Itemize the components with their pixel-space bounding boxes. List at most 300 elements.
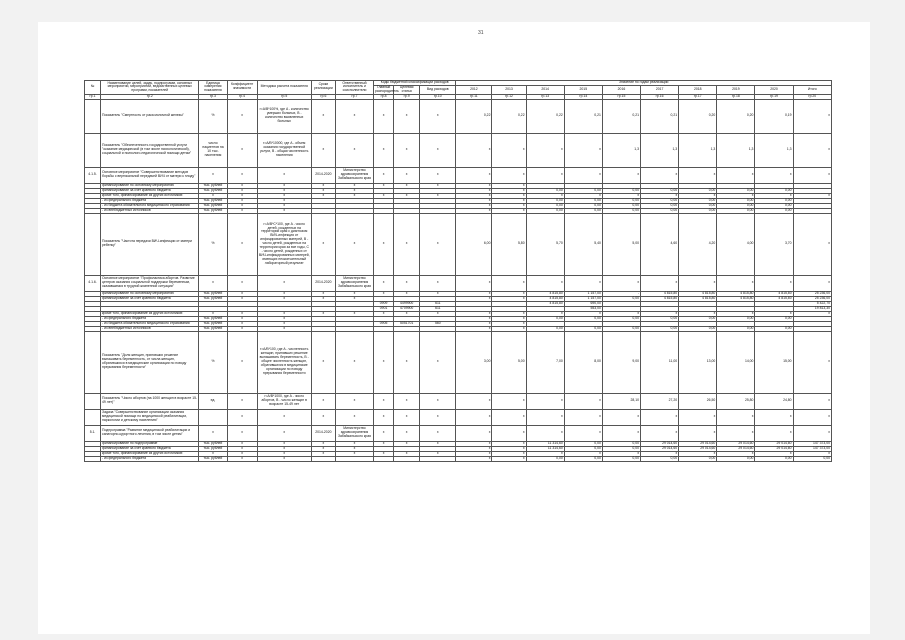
table-cell: 14,00 (717, 331, 755, 393)
header-year: 2015 (564, 85, 602, 94)
table-cell: 0,00 (641, 188, 679, 193)
table-cell: 2014-2020 (311, 425, 335, 441)
table-cell: 29 014,60 (755, 441, 793, 446)
table-cell: 8,00 (564, 331, 602, 393)
table-cell: х (564, 193, 602, 198)
table-cell: х (374, 409, 394, 425)
table-cell: 0,00 (755, 456, 793, 461)
table-cell: х (374, 451, 394, 456)
table-cell (85, 409, 101, 425)
table-cell: 0,22 (456, 99, 492, 133)
table-cell: х (335, 213, 373, 275)
header-year: 2014 (526, 85, 564, 94)
table-row (85, 99, 832, 133)
table-cell: 13,00 (679, 331, 717, 393)
table-cell: 0,00 (564, 198, 602, 203)
table-cell: 0,00 (717, 203, 755, 208)
column-number: гр.17 (679, 94, 717, 99)
table-cell: r=A/B*100%, где A - количество умерших больных, B - количество выявленных больных (257, 99, 311, 133)
table-cell: х (420, 291, 456, 296)
table-cell: - из бюджета обязательного медицинского страхования (101, 321, 199, 326)
table-cell: х (492, 198, 526, 203)
table-cell: х (564, 425, 602, 441)
table-cell: r=A/B*10000, где A - объем оказания государственной услуги, B - общая численность населения (257, 133, 311, 167)
table-cell (85, 99, 101, 133)
table-cell: 5,00 (602, 213, 640, 275)
column-number: гр.14 (564, 94, 602, 99)
table-cell: х (456, 326, 492, 331)
table-cell: х (257, 326, 311, 331)
header-values-group: Значение по годам реализации (456, 81, 832, 86)
table-cell: х (679, 425, 717, 441)
table-cell: х (394, 99, 420, 133)
table-cell: х (456, 393, 492, 409)
table-cell: 29 014,60 (679, 446, 717, 451)
table-cell: число пациентов на 10 тыс. населения (199, 133, 227, 167)
table-cell: 3,70 (755, 213, 793, 275)
table-cell: х (755, 311, 793, 316)
table-cell: 0,00 (679, 456, 717, 461)
table-cell: х (257, 193, 311, 198)
table-cell: х (456, 188, 492, 193)
table-header (85, 81, 832, 100)
table-cell: 0,20 (717, 99, 755, 133)
table-cell: 5.1. (85, 425, 101, 441)
table-cell: х (420, 409, 456, 425)
table-cell: х (679, 167, 717, 183)
header-kbk-col: Целевая статья (394, 85, 420, 94)
table-cell: 1 157,00 (564, 291, 602, 296)
table-cell: х (199, 193, 227, 198)
table-cell: кроме того, финансирование из других источников: (101, 451, 199, 456)
table-cell: х (311, 188, 335, 193)
table-cell: 2014-2020 (311, 167, 335, 183)
table-row (85, 425, 832, 441)
table-cell: х (456, 133, 492, 167)
table-cell: х (602, 409, 640, 425)
table-cell: тыс. рублей (199, 441, 227, 446)
header-total: Итого (793, 85, 831, 94)
table-row (85, 409, 832, 425)
table-cell (374, 456, 394, 461)
column-number: гр.13 (526, 94, 564, 99)
table-cell: Показатель "Частота передачи ВИЧ-инфекции от матери ребенку" (101, 213, 199, 275)
table-cell: 29 014,60 (679, 441, 717, 446)
table-cell: х (311, 183, 335, 188)
table-cell: х (311, 331, 335, 393)
table-body (85, 99, 832, 461)
header-unit: Единица измерения показателя (199, 81, 227, 95)
table-cell: 0,21 (602, 99, 640, 133)
table-cell: х (374, 291, 394, 296)
table-cell: х (311, 291, 335, 296)
table-cell: х (374, 311, 394, 316)
table-cell: 0,00 (564, 456, 602, 461)
table-cell: х (257, 198, 311, 203)
table-cell: х (793, 193, 831, 198)
table-cell: финансирование за счет краевого бюджета (101, 296, 199, 301)
table-cell: - из бюджета обязательного медицинского страхования (101, 203, 199, 208)
table-cell: 26,50 (679, 393, 717, 409)
table-cell: х (311, 393, 335, 409)
table-cell: 4 815,80 (526, 291, 564, 296)
table-cell: 0,00 (717, 456, 755, 461)
table-cell: финансирование по основному мероприятию (101, 291, 199, 296)
table-cell: х (257, 409, 311, 425)
table-cell: х (311, 193, 335, 198)
table-cell: - из внебюджетных источников (101, 208, 199, 213)
table-cell: х (679, 311, 717, 316)
table-cell: % (199, 213, 227, 275)
table-cell: х (394, 451, 420, 456)
table-cell: х (679, 193, 717, 198)
table-cell: 25 236,00 (793, 296, 831, 301)
table-cell: х (257, 425, 311, 441)
table-cell: тыс. рублей (199, 183, 227, 188)
table-cell: х (227, 425, 257, 441)
table-cell: х (394, 167, 420, 183)
table-cell: х (311, 99, 335, 133)
table-cell: х (793, 393, 831, 409)
table-cell (85, 456, 101, 461)
table-cell: х (311, 296, 335, 301)
table-cell: х (641, 311, 679, 316)
table-cell: 0,00 (564, 441, 602, 446)
table-cell: 0901 (374, 306, 394, 311)
table-cell: х (257, 167, 311, 183)
table-cell: 0,21 (564, 99, 602, 133)
table-cell: 0,00 (641, 326, 679, 331)
header-method: Методика расчета показателя (257, 81, 311, 95)
table-cell: 0,21 (641, 99, 679, 133)
table-cell: х (492, 275, 526, 291)
table-cell: Задача "Совершенствование организации оказания медицинской помощи по медицинской реабилитации, наркологии и детскому населению" (101, 409, 199, 425)
table-cell: х (227, 167, 257, 183)
table-cell: 0,00 (679, 188, 717, 193)
table-row (85, 456, 832, 461)
table-cell: х (492, 203, 526, 208)
table-cell: 4 815,80 (641, 296, 679, 301)
table-cell: 11 314,60 (526, 441, 564, 446)
column-number: гр.15 (602, 94, 640, 99)
table-cell: х (227, 133, 257, 167)
table-cell: х (227, 393, 257, 409)
table-cell: х (199, 311, 227, 316)
table-cell: финансирование по основному мероприятию (101, 183, 199, 188)
table-cell: 11,00 (641, 331, 679, 393)
table-cell: х (456, 203, 492, 208)
table-cell: 2014-2020 (311, 275, 335, 291)
table-cell: х (420, 167, 456, 183)
table-cell: финансирование за счет краевого бюджета (101, 188, 199, 193)
table-cell: х (374, 425, 394, 441)
table-cell: х (374, 213, 394, 275)
table-cell: 0,00 (602, 188, 640, 193)
table-cell: 4.1.6. (85, 275, 101, 291)
table-cell: х (420, 99, 456, 133)
table-cell: 0,00 (602, 446, 640, 451)
table-cell: х (227, 193, 257, 198)
table-cell: х (602, 451, 640, 456)
table-cell: 0,22 (492, 99, 526, 133)
table-cell: х (755, 193, 793, 198)
table-cell: х (717, 275, 755, 291)
table-cell: 4 815,80 (717, 296, 755, 301)
table-cell: 0,00 (679, 326, 717, 331)
column-number: гр.18 (717, 94, 755, 99)
table-cell: ед. (199, 393, 227, 409)
table-cell: х (227, 321, 257, 326)
table-cell: х (257, 296, 311, 301)
table-cell: тыс. рублей (199, 456, 227, 461)
table-cell: х (717, 311, 755, 316)
table-cell: 0,00 (526, 203, 564, 208)
table-row (85, 133, 832, 167)
table-cell: финансирование за счет краевого бюджета (101, 446, 199, 451)
header-year: 2012 (456, 85, 492, 94)
column-number: гр.9 (394, 94, 420, 99)
table-cell: х (335, 291, 373, 296)
table-cell: х (793, 311, 831, 316)
table-cell: х (227, 451, 257, 456)
table-cell: х (526, 275, 564, 291)
table-cell: х (227, 409, 257, 425)
table-cell: х (456, 291, 492, 296)
table-cell: х (456, 409, 492, 425)
table-cell: х (456, 167, 492, 183)
table-cell: тыс. рублей (199, 321, 227, 326)
table-cell: Основное мероприятие "Профилактика абортов. Развитие центров оказания социальной поддержки беременным, оказавшимся в трудной жизненной ситуации" (101, 275, 199, 291)
table-cell: х (526, 167, 564, 183)
table-cell: 611 (420, 301, 456, 306)
column-number: гр.1 (85, 94, 101, 99)
header-year: 2013 (492, 85, 526, 94)
table-cell: 690,00 (564, 301, 602, 306)
table-cell: 0,00 (564, 326, 602, 331)
table-cell: х (420, 311, 456, 316)
table-row (85, 275, 832, 291)
table-cell: х (335, 188, 373, 193)
table-cell: х (793, 213, 831, 275)
column-number: гр.19 (755, 94, 793, 99)
table-cell: r=A/B*C*100, где A - число детей, рожденных на территории края с диагнозом ВИЧ-инфекция от инфицированных матерей, B - число детей, рожденных на территории края за все годы, C - число детей, рожденных от ВИЧ-инфицированных матерей, имеющих неокончательный лабораторный результат (257, 213, 311, 275)
table-cell: х (492, 326, 526, 331)
table-cell: 0,00 (679, 198, 717, 203)
table-cell: х (374, 331, 394, 393)
table-cell: х (602, 167, 640, 183)
table-cell: х (374, 133, 394, 167)
table-cell: х (227, 456, 257, 461)
table-cell: 11 314,60 (526, 446, 564, 451)
table-cell: финансирование по подпрограмме (101, 441, 199, 446)
table-cell: х (755, 167, 793, 183)
table-cell: 0,00 (564, 188, 602, 193)
table-cell: 1 157,00 (564, 296, 602, 301)
table-cell: тыс. рублей (199, 291, 227, 296)
table-cell: х (257, 441, 311, 446)
table-cell: х (526, 425, 564, 441)
table-cell: х (335, 331, 373, 393)
table-cell: 0,00 (641, 456, 679, 461)
column-number: гр.5 (257, 94, 311, 99)
table-cell: х (793, 331, 831, 393)
table-cell: 0,00 (602, 208, 640, 213)
table-cell: 0,00 (717, 198, 755, 203)
table-cell: х (227, 208, 257, 213)
table-cell: х (793, 167, 831, 183)
table-cell: 15,00 (755, 331, 793, 393)
table-cell: 6,00 (456, 213, 492, 275)
table-cell: х (335, 393, 373, 409)
table-cell: 0,00 (602, 326, 640, 331)
header-year: 2020 (755, 85, 793, 94)
table-cell: х (335, 311, 373, 316)
header-resp: Ответственный исполнитель и соисполнители (335, 81, 373, 95)
table-cell (85, 133, 101, 167)
table-cell: х (420, 193, 456, 198)
table-cell: х (257, 456, 311, 461)
table-cell: 25 236,00 (793, 291, 831, 296)
table-cell: х (564, 275, 602, 291)
table-cell: х (311, 213, 335, 275)
column-number: гр.10 (420, 94, 456, 99)
table-cell: х (526, 133, 564, 167)
table-cell: х (755, 451, 793, 456)
table-cell: 4 815,80 (526, 301, 564, 306)
table-cell: 4 815,80 (755, 291, 793, 296)
table-cell: х (641, 167, 679, 183)
table-cell: х (492, 456, 526, 461)
table-cell: х (394, 133, 420, 167)
table-cell: х (456, 208, 492, 213)
table-cell: 4,60 (641, 213, 679, 275)
table-cell: 1,3 (755, 133, 793, 167)
table-cell: х (257, 275, 311, 291)
table-cell: х (564, 133, 602, 167)
table-cell: х (311, 311, 335, 316)
table-cell: 0,00 (679, 203, 717, 208)
table-cell: х (526, 393, 564, 409)
table-cell: х (257, 451, 311, 456)
table-row (85, 213, 832, 275)
table-cell: х (456, 451, 492, 456)
table-cell: х (492, 441, 526, 446)
header-name: Наименование целей, задач, подпрограмм, основных мероприятий, мероприятий, ведомственных целевых программ, показателей (101, 81, 199, 95)
table-cell: х (492, 183, 526, 188)
column-number: гр.7 (335, 94, 373, 99)
table-cell: 4,20 (679, 213, 717, 275)
table-cell: х (227, 203, 257, 208)
table-cell: 0,19 (755, 99, 793, 133)
table-cell: х (420, 183, 456, 188)
table-cell (311, 456, 335, 461)
table-cell: х (374, 275, 394, 291)
table-cell: х (311, 133, 335, 167)
table-cell: 0,00 (641, 316, 679, 321)
table-cell: х (420, 213, 456, 275)
table-cell: 0,00 (755, 188, 793, 193)
table-cell: 24,80 (755, 393, 793, 409)
table-cell: х (492, 296, 526, 301)
table-cell: 1,3 (602, 133, 640, 167)
table-cell: х (492, 316, 526, 321)
table-cell: тыс. рублей (199, 198, 227, 203)
table-cell: 4 815,80 (717, 291, 755, 296)
table-cell: х (492, 409, 526, 425)
column-number: гр.12 (492, 94, 526, 99)
table-cell: 0,00 (526, 326, 564, 331)
table-cell: х (311, 446, 335, 451)
table-cell: х (420, 441, 456, 446)
table-cell: 3,00 (456, 331, 492, 393)
table-cell: 0,00 (755, 316, 793, 321)
table-cell: х (641, 409, 679, 425)
table-cell: х (564, 409, 602, 425)
table-cell: 0,00 (602, 203, 640, 208)
table-cell: % (199, 331, 227, 393)
table-cell: х (456, 316, 492, 321)
table-cell: 29 014,60 (641, 441, 679, 446)
table-cell: х (227, 183, 257, 188)
table-cell: 4 815,80 (679, 291, 717, 296)
table-cell: х (227, 188, 257, 193)
header-kbk-col: Главный распорядитель (375, 84, 399, 93)
table-cell: тыс. рублей (199, 446, 227, 451)
table-cell: х (456, 296, 492, 301)
table-row (85, 331, 832, 393)
table-cell: х (456, 446, 492, 451)
table-cell: х (755, 275, 793, 291)
table-cell: Министерство здравоохранения Забайкальского края (335, 167, 373, 183)
table-cell: х (394, 441, 420, 446)
column-number: гр.3 (199, 94, 227, 99)
table-cell: х (492, 188, 526, 193)
table-cell: х (420, 331, 456, 393)
table-cell: - из внебюджетных источников (101, 326, 199, 331)
table-cell: 5051701 (394, 321, 420, 326)
table-cell: 9,00 (602, 331, 640, 393)
column-number: гр.8 (374, 94, 394, 99)
table-cell: х (526, 193, 564, 198)
table-cell: х (641, 425, 679, 441)
table-cell: х (456, 198, 492, 203)
table-cell: х (492, 446, 526, 451)
table-cell: 0,00 (526, 316, 564, 321)
table-cell: х (492, 167, 526, 183)
table-cell: 611 (420, 306, 456, 311)
table-cell: - из федерального бюджета (101, 316, 199, 321)
table-cell: 0,00 (602, 198, 640, 203)
table-cell: х (492, 133, 526, 167)
table-cell (85, 331, 101, 393)
table-cell: 27,20 (641, 393, 679, 409)
table-cell: х (755, 409, 793, 425)
table-cell: х (227, 99, 257, 133)
table-cell: х (602, 193, 640, 198)
table-cell: х (394, 311, 420, 316)
table-cell (199, 409, 227, 425)
table-cell: х (717, 193, 755, 198)
table-cell: х (679, 409, 717, 425)
table-cell: 29 014,60 (717, 446, 755, 451)
table-cell: х (793, 133, 831, 167)
table-cell: х (793, 409, 831, 425)
table-cell: 0,00 (602, 456, 640, 461)
table-cell: х (227, 291, 257, 296)
table-cell: х (456, 425, 492, 441)
table-cell: х (374, 167, 394, 183)
table-cell: - из федерального бюджета (101, 198, 199, 203)
